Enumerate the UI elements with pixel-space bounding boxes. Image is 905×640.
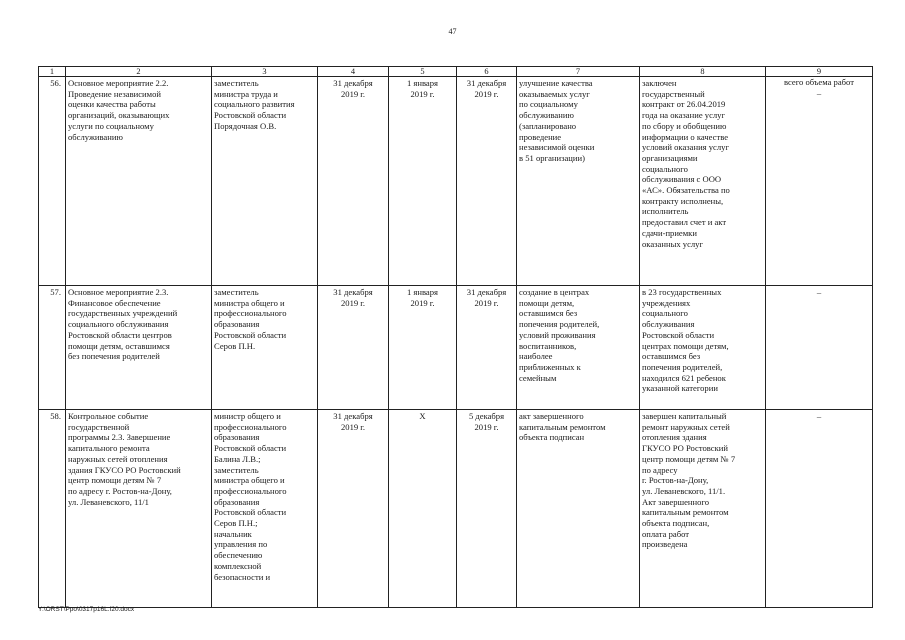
column-number: 7 [517, 67, 640, 77]
activity-name: Основное мероприятие 2.3. Финансовое обеспечение государственных учреждений социального обслуживания Ростовской области центров помощи детям, оставшимся без попечения родителей [66, 286, 212, 410]
planned-date: 31 декабря 2019 г. [318, 410, 389, 608]
table-row [39, 286, 873, 410]
report-table [38, 66, 873, 608]
column-number: 5 [389, 67, 457, 77]
deviation-value: – [816, 411, 822, 421]
actual-start-date: 1 января 2019 г. [389, 286, 457, 410]
deviation-cell [766, 286, 873, 410]
column-number: 6 [457, 67, 517, 77]
column-number: 2 [66, 67, 212, 77]
deviation-cell [766, 77, 873, 286]
deviation-cell [766, 410, 873, 608]
expected-result: акт завершенного капитальным ремонтом объекта подписан [517, 410, 640, 608]
expected-result: создание в центрах помощи детям, оставшимся без попечения родителей, условий проживания воспитанников, наиболее приближенных к семейным [517, 286, 640, 410]
planned-date: 31 декабря 2019 г. [318, 286, 389, 410]
actual-result: завершен капитальный ремонт наружных сетей отопления здания ГКУСО РО Ростовский центр помощи детям № 7 по адресу г. Ростов-на-Дону, ул. Леваневского, 11/1. Акт завершенного капитальным ремонтом объекта подписан, оплата работ произведена [640, 410, 766, 608]
activity-name: Основное мероприятие 2.2. Проведение независимой оценки качества работы организаций, оказывающих услуги по социальному обслуживанию [66, 77, 212, 286]
responsible-executor: заместитель министра общего и профессионального образования Ростовской области Серов П.Н. [212, 286, 318, 410]
actual-end-date: 31 декабря 2019 г. [457, 286, 517, 410]
column-number: 9 [766, 67, 873, 77]
column-number: 8 [640, 67, 766, 77]
carried-text: всего объема работ [784, 77, 854, 87]
actual-result: заключен государственный контракт от 26.04.2019 года на оказание услуг по сбору и обобщению информации о качестве условий оказания услуг организациями социального обслуживания с ООО «АС». Обязательства по контракту исполнены, исполнитель предоставил счет и акт сдачи-приемки оказанных услуг [640, 77, 766, 286]
activity-name: Контрольное событие государственной программы 2.3. Завершение капитального ремонта наружных сетей отопления здания ГКУСО РО Ростовский центр помощи детям № 7 по адресу г. Ростов-на-Дону, ул. Леваневского, 11/1 [66, 410, 212, 608]
expected-result: улучшение качества оказываемых услуг по социальному обслуживанию (запланировано проведение независимой оценки в 51 организации) [517, 77, 640, 286]
actual-end-date: 31 декабря 2019 г. [457, 77, 517, 286]
actual-result: в 23 государственных учреждениях социального обслуживания Ростовской области центрах помощи детям, оставшимся без попечения родителей, находился 621 ребенок указанной категории [640, 286, 766, 410]
actual-start-date: Х [389, 410, 457, 608]
document-path: Y:\ORST\Ppo\0317p16L.f20.docx [38, 606, 135, 613]
responsible-executor: заместитель министра труда и социального развития Ростовской области Порядочная О.В. [212, 77, 318, 286]
actual-end-date: 5 декабря 2019 г. [457, 410, 517, 608]
planned-date: 31 декабря 2019 г. [318, 77, 389, 286]
table-row [39, 410, 873, 608]
column-number: 1 [39, 67, 66, 77]
responsible-executor: министр общего и профессионального образования Ростовской области Балина Л.В.; заместитель министра общего и профессионального образования Ростовской области Серов П.Н.; начальник управления по обеспечению комплексной безопасности и [212, 410, 318, 608]
column-number-row [39, 67, 873, 77]
actual-start-date: 1 января 2019 г. [389, 77, 457, 286]
column-number: 3 [212, 67, 318, 77]
row-number: 56. [39, 77, 66, 286]
deviation-value: – [816, 287, 822, 297]
row-number: 58. [39, 410, 66, 608]
page-number: 47 [448, 27, 457, 36]
table-row [39, 77, 873, 286]
deviation-value: – [816, 87, 822, 98]
column-number: 4 [318, 67, 389, 77]
row-number: 57. [39, 286, 66, 410]
